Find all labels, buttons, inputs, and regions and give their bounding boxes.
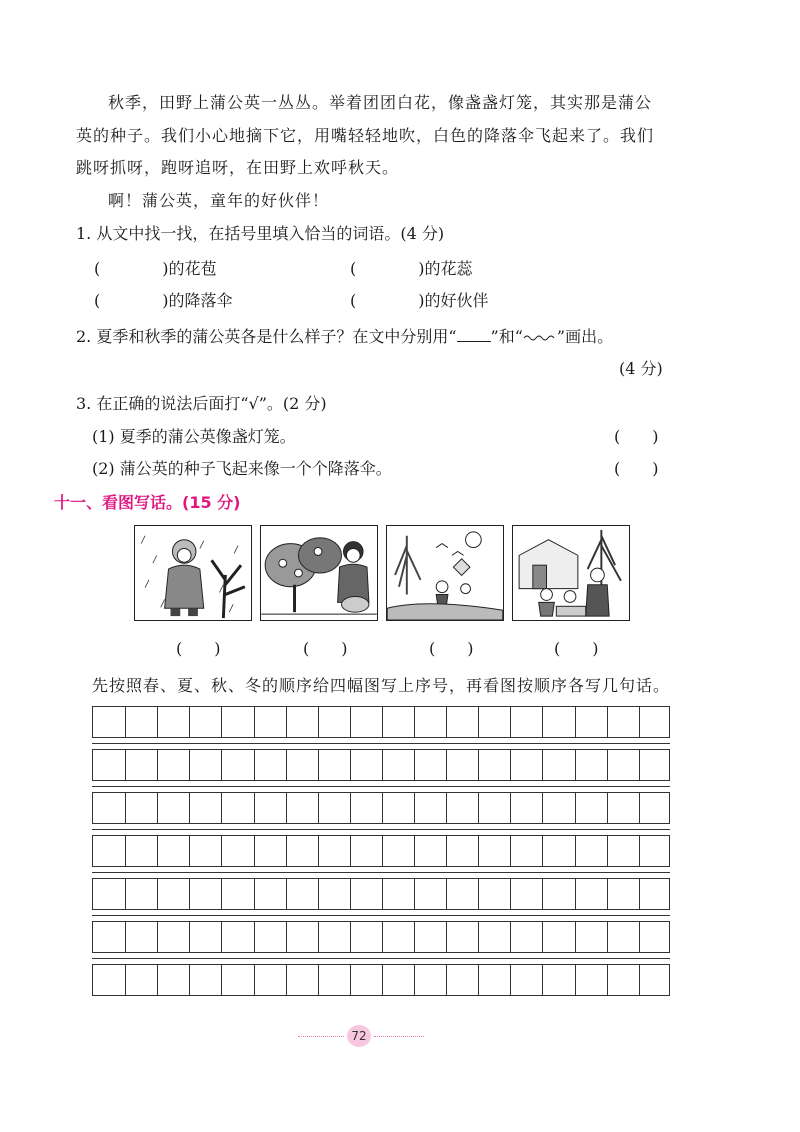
writing-grid-cell-divider [414,836,415,866]
writing-grid-cell-divider [189,879,190,909]
q1-blank-4[interactable] [350,290,489,312]
writing-grid-cell-divider [446,793,447,823]
writing-grid-gap-line [92,872,670,873]
footer-dots-left [298,1036,344,1037]
writing-grid-row[interactable] [92,878,670,910]
writing-grid-cell-divider [414,750,415,780]
writing-grid-cell-divider [446,836,447,866]
writing-grid-cell-divider [125,793,126,823]
writing-grid-cell-divider [478,922,479,952]
writing-grid-cell-divider [446,707,447,737]
writing-grid-cell-divider [189,750,190,780]
picture-summer [512,525,630,621]
section-11-title: 十一、看图写话。(15 分) [54,493,241,512]
writing-grid-cell-divider [607,793,608,823]
picture-3-order-blank[interactable]: ( ) [429,639,474,658]
writing-grid-cell-divider [607,879,608,909]
writing-grid-cell-divider [189,965,190,995]
writing-grid-cell-divider [510,750,511,780]
writing-grid-row[interactable] [92,921,670,953]
writing-grid-cell-divider [478,793,479,823]
straight-underline-mark [457,329,491,342]
writing-grid-cell-divider [125,750,126,780]
writing-grid-row[interactable] [92,749,670,781]
q1-blank-1-close: )的花苞 [162,259,217,278]
writing-grid-cell-divider [542,965,543,995]
writing-grid-row[interactable] [92,706,670,738]
writing-grid-cell-divider [575,707,576,737]
picture-autumn [260,525,378,621]
picture-spring [386,525,504,621]
q1-blank-3-close: )的降落伞 [162,291,233,310]
writing-grid-cell-divider [639,965,640,995]
passage-line-3: 跳呀抓呀，跑呀追呀，在田野上欢呼秋天。 [76,158,400,177]
writing-grid-cell-divider [189,836,190,866]
writing-grid-cell-divider [350,836,351,866]
writing-grid-cell-divider [478,707,479,737]
writing-grid-cell-divider [607,965,608,995]
writing-grid-cell-divider [478,879,479,909]
writing-grid-gap-line [92,829,670,830]
writing-grid-cell-divider [510,922,511,952]
writing-grid-cell-divider [478,750,479,780]
writing-grid-row[interactable] [92,964,670,996]
question-2-prompt [76,326,613,348]
writing-grid-cell-divider [254,750,255,780]
writing-grid-gap-line [92,743,670,744]
writing-grid-cell-divider [189,707,190,737]
writing-grid-cell-divider [446,922,447,952]
writing-grid-cell-divider [382,965,383,995]
writing-grid-cell-divider [221,965,222,995]
writing-grid-cell-divider [639,879,640,909]
writing-grid-gap-line [92,786,670,787]
writing-grid-cell-divider [510,965,511,995]
writing-grid-gap-line [92,958,670,959]
writing-grid-cell-divider [446,879,447,909]
writing-grid-cell-divider [125,836,126,866]
writing-grid-cell-divider [189,922,190,952]
writing-grid-cell-divider [639,793,640,823]
writing-grid-cell-divider [575,965,576,995]
writing-grid-cell-divider [221,922,222,952]
writing-grid-cell-divider [254,922,255,952]
writing-grid-cell-divider [478,836,479,866]
q1-blank-2[interactable] [350,258,473,280]
writing-grid-cell-divider [639,922,640,952]
writing-grid-cell-divider [382,707,383,737]
writing-grid-cell-divider [221,879,222,909]
writing-grid-cell-divider [607,750,608,780]
writing-grid-cell-divider [575,750,576,780]
writing-grid-cell-divider [125,965,126,995]
writing-grid[interactable] [92,706,670,998]
writing-grid-cell-divider [286,707,287,737]
q3-item-1-text: (1) 夏季的蒲公英像盏灯笼。 [92,427,296,446]
writing-grid-cell-divider [382,879,383,909]
writing-grid-cell-divider [575,879,576,909]
q1-blank-4-open: ( [350,291,357,310]
writing-grid-cell-divider [318,965,319,995]
writing-grid-cell-divider [286,793,287,823]
writing-grid-cell-divider [125,707,126,737]
writing-grid-cell-divider [542,922,543,952]
writing-grid-cell-divider [382,836,383,866]
picture-winter [134,525,252,621]
q2-prompt-part-c: ”画出。 [556,327,614,346]
picture-2-order-blank[interactable]: ( ) [303,639,348,658]
picture-1-order-blank[interactable]: ( ) [176,639,221,658]
q2-prompt-part-a: 2. 夏季和秋季的蒲公英各是什么样子？在文中分别用“ [76,327,457,346]
q1-blank-1[interactable] [94,258,217,280]
q2-prompt-part-b: ”和“ [490,327,523,346]
writing-grid-cell-divider [318,922,319,952]
question-1-prompt: 1. 从文中找一找，在括号里填入恰当的词语。(4 分) [76,224,445,243]
section-11-instruction: 先按照春、夏、秋、冬的顺序给四幅图写上序号，再看图按顺序各写几句话。 [92,676,671,695]
writing-grid-cell-divider [446,750,447,780]
writing-grid-cell-divider [414,879,415,909]
writing-grid-cell-divider [286,750,287,780]
writing-grid-cell-divider [254,965,255,995]
writing-grid-cell-divider [510,707,511,737]
q1-blank-1-open: ( [94,259,101,278]
writing-grid-cell-divider [607,707,608,737]
writing-grid-cell-divider [639,750,640,780]
writing-grid-cell-divider [221,836,222,866]
writing-grid-cell-divider [254,793,255,823]
writing-grid-cell-divider [157,879,158,909]
writing-grid-cell-divider [318,879,319,909]
q1-blank-2-close: )的花蕊 [418,259,473,278]
writing-grid-cell-divider [189,793,190,823]
picture-4-order-blank[interactable]: ( ) [554,639,599,658]
writing-grid-cell-divider [157,836,158,866]
writing-grid-cell-divider [125,879,126,909]
writing-grid-cell-divider [575,793,576,823]
writing-grid-cell-divider [318,707,319,737]
writing-grid-cell-divider [382,922,383,952]
writing-grid-cell-divider [221,793,222,823]
q3-item-2-text: (2) 蒲公英的种子飞起来像一个个降落伞。 [92,459,392,478]
writing-grid-cell-divider [157,793,158,823]
writing-grid-cell-divider [221,707,222,737]
wavy-underline-mark [523,326,557,338]
writing-grid-cell-divider [157,707,158,737]
q1-blank-3[interactable] [94,290,233,312]
writing-grid-cell-divider [575,922,576,952]
writing-grid-cell-divider [607,836,608,866]
writing-grid-cell-divider [157,965,158,995]
writing-grid-row[interactable] [92,792,670,824]
writing-grid-cell-divider [542,750,543,780]
writing-grid-cell-divider [639,836,640,866]
q3-item-2-answer[interactable]: ( ) [614,459,659,478]
writing-grid-cell-divider [382,793,383,823]
writing-grid-cell-divider [286,965,287,995]
writing-grid-cell-divider [350,922,351,952]
question-3-prompt: 3. 在正确的说法后面打“√”。(2 分) [76,394,327,413]
writing-grid-cell-divider [286,836,287,866]
writing-grid-cell-divider [446,965,447,995]
writing-grid-cell-divider [607,922,608,952]
page-number: 72 [347,1025,371,1047]
writing-grid-cell-divider [542,793,543,823]
writing-grid-cell-divider [510,879,511,909]
writing-grid-cell-divider [350,793,351,823]
passage-line-4: 啊！蒲公英，童年的好伙伴！ [108,191,330,210]
q1-blank-4-close: )的好伙伴 [418,291,489,310]
writing-grid-cell-divider [510,836,511,866]
writing-grid-cell-divider [350,750,351,780]
writing-grid-cell-divider [286,922,287,952]
q1-blank-2-open: ( [350,259,357,278]
writing-grid-cell-divider [221,750,222,780]
writing-grid-cell-divider [414,922,415,952]
writing-grid-cell-divider [542,836,543,866]
writing-grid-cell-divider [125,922,126,952]
writing-grid-cell-divider [542,707,543,737]
writing-grid-cell-divider [350,707,351,737]
q3-item-1-answer[interactable]: ( ) [614,427,659,446]
writing-grid-cell-divider [414,707,415,737]
writing-grid-cell-divider [254,879,255,909]
writing-grid-cell-divider [575,836,576,866]
writing-grid-cell-divider [254,836,255,866]
writing-grid-cell-divider [414,965,415,995]
writing-grid-cell-divider [286,879,287,909]
writing-grid-cell-divider [318,793,319,823]
q1-blank-3-open: ( [94,291,101,310]
writing-grid-cell-divider [157,750,158,780]
passage-line-2: 英的种子。我们小心地摘下它，用嘴轻轻地吹，白色的降落伞飞起来了。我们 [76,126,655,145]
writing-grid-cell-divider [254,707,255,737]
writing-grid-cell-divider [157,922,158,952]
writing-grid-cell-divider [318,750,319,780]
writing-grid-cell-divider [414,793,415,823]
writing-grid-cell-divider [350,965,351,995]
writing-grid-cell-divider [510,793,511,823]
writing-grid-row[interactable] [92,835,670,867]
question-2-score: (4 分) [619,359,663,378]
writing-grid-cell-divider [350,879,351,909]
writing-grid-cell-divider [542,879,543,909]
writing-grid-cell-divider [639,707,640,737]
writing-grid-gap-line [92,915,670,916]
writing-grid-cell-divider [382,750,383,780]
passage-line-1: 秋季，田野上蒲公英一丛丛。举着团团白花，像盏盏灯笼，其实那是蒲公 [108,93,653,112]
footer-dots-right [374,1036,424,1037]
writing-grid-cell-divider [478,965,479,995]
writing-grid-cell-divider [318,836,319,866]
